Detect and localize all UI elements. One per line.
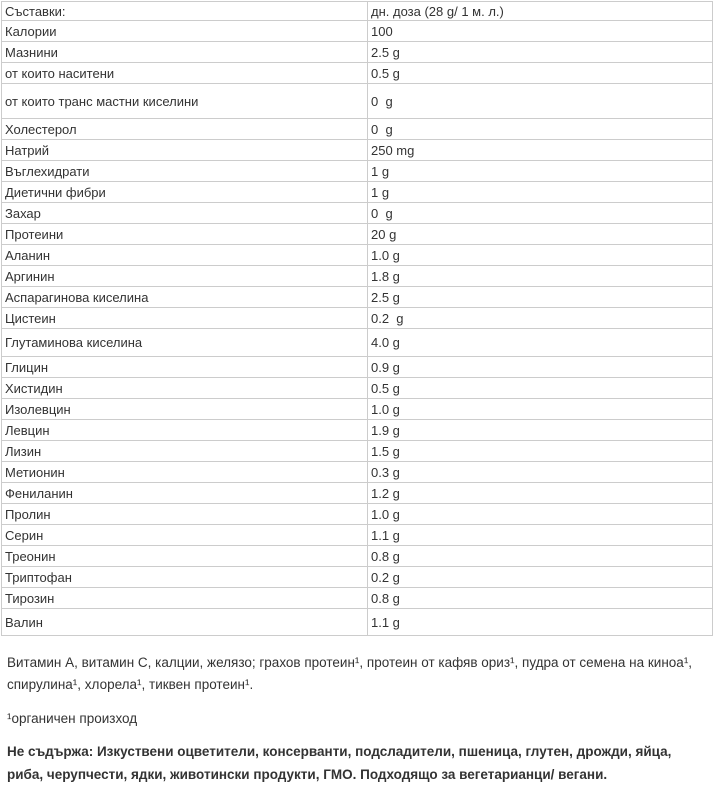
table-row xyxy=(2,399,713,420)
nutrient-value-cell: 0.8 g xyxy=(368,546,713,567)
table-row xyxy=(2,84,713,119)
nutrient-label-cell: Хистидин xyxy=(2,378,368,399)
table-row xyxy=(2,357,713,378)
nutrient-value-cell: 0 g xyxy=(368,84,713,119)
nutrient-value-cell: 0.8 g xyxy=(368,588,713,609)
nutrient-label-cell: Пролин xyxy=(2,504,368,525)
nutrient-value-cell: 0.5 g xyxy=(368,63,713,84)
table-row xyxy=(2,140,713,161)
nutrient-value-cell: 0 g xyxy=(368,119,713,140)
nutrient-label-cell: Аргинин xyxy=(2,266,368,287)
table-row xyxy=(2,546,713,567)
nutrient-value-cell: 1.1 g xyxy=(368,609,713,636)
nutrient-value-cell: 1.0 g xyxy=(368,504,713,525)
nutrient-value-cell: 1.5 g xyxy=(368,441,713,462)
nutrient-value-cell: 1 g xyxy=(368,182,713,203)
nutrient-value-cell: 1.1 g xyxy=(368,525,713,546)
table-row xyxy=(2,119,713,140)
ingredients-paragraph: Витамин А, витамин С, калции, желязо; грахов протеин¹, протеин от кафяв ориз¹, пудра от семена на киноа¹, спирулина¹, хлорела¹, тиквен протеин¹. xyxy=(7,655,693,692)
nutrient-label-cell: Цистеин xyxy=(2,308,368,329)
contains-statement: Не съдържа: Изкуствени оцветители, консерванти, подсладители, пшеница, глутен, дрожди, яйца, риба, черупчести, ядки, животински продукти, ГМО. Подходящо за вегетарианци/ вегани. xyxy=(7,744,672,782)
nutrient-label-cell: Захар xyxy=(2,203,368,224)
nutrient-value-cell: 1.8 g xyxy=(368,266,713,287)
nutrient-value-cell: 0.2 g xyxy=(368,567,713,588)
nutrient-label-cell: Триптофан xyxy=(2,567,368,588)
nutrient-value-cell: 100 xyxy=(368,21,713,42)
nutrient-label-cell: Калории xyxy=(2,21,368,42)
nutrient-value-cell: 0.2 g xyxy=(368,308,713,329)
nutrient-label-cell: от които транс мастни киселини xyxy=(2,84,368,119)
nutrient-value-cell: 2.5 g xyxy=(368,42,713,63)
table-row xyxy=(2,567,713,588)
nutrient-label-cell: Въглехидрати xyxy=(2,161,368,182)
table-row xyxy=(2,266,713,287)
nutrient-label-cell: Изолевцин xyxy=(2,399,368,420)
nutrient-label-cell: Тирозин xyxy=(2,588,368,609)
nutrient-value-cell: 250 mg xyxy=(368,140,713,161)
nutrient-label-cell: Холестерол xyxy=(2,119,368,140)
nutrient-label-cell: Валин xyxy=(2,609,368,636)
table-row xyxy=(2,378,713,399)
table-row xyxy=(2,483,713,504)
nutrition-facts-table xyxy=(1,1,713,636)
table-row xyxy=(2,462,713,483)
nutrient-label-cell: Серин xyxy=(2,525,368,546)
table-row xyxy=(2,182,713,203)
table-row xyxy=(2,42,713,63)
nutrient-value-cell: 1 g xyxy=(368,161,713,182)
header-ingredients: Съставки: xyxy=(2,2,368,21)
nutrient-label-cell: Фениланин xyxy=(2,483,368,504)
nutrient-value-cell: 1.2 g xyxy=(368,483,713,504)
table-row xyxy=(2,329,713,357)
organic-footnote: ¹органичен произход xyxy=(7,711,138,726)
nutrient-value-cell: 1.0 g xyxy=(368,245,713,266)
nutrient-value-cell: 0.5 g xyxy=(368,378,713,399)
table-row xyxy=(2,161,713,182)
nutrient-label-cell: Лизин xyxy=(2,441,368,462)
table-row xyxy=(2,203,713,224)
nutrient-label-cell: от които наситени xyxy=(2,63,368,84)
nutrient-value-cell: 20 g xyxy=(368,224,713,245)
table-row xyxy=(2,441,713,462)
table-row xyxy=(2,224,713,245)
nutrient-label-cell: Аспарагинова киселина xyxy=(2,287,368,308)
nutrient-label-cell: Натрий xyxy=(2,140,368,161)
nutrient-value-cell: 0.3 g xyxy=(368,462,713,483)
nutrient-value-cell: 1.0 g xyxy=(368,399,713,420)
table-row xyxy=(2,525,713,546)
nutrient-label-cell: Мазнини xyxy=(2,42,368,63)
table-row xyxy=(2,588,713,609)
nutrient-label-cell: Аланин xyxy=(2,245,368,266)
nutrient-value-cell: 0 g xyxy=(368,203,713,224)
notes-section xyxy=(7,652,706,786)
nutrient-label-cell: Глицин xyxy=(2,357,368,378)
nutrient-value-cell: 2.5 g xyxy=(368,287,713,308)
table-row xyxy=(2,308,713,329)
table-row xyxy=(2,245,713,266)
table-row xyxy=(2,504,713,525)
table-row xyxy=(2,420,713,441)
nutrient-label-cell: Левцин xyxy=(2,420,368,441)
nutrient-label-cell: Диетични фибри xyxy=(2,182,368,203)
nutrient-label-cell: Метионин xyxy=(2,462,368,483)
nutrient-label-cell: Треонин xyxy=(2,546,368,567)
header-daily-dose: дн. доза (28 g/ 1 м. л.) xyxy=(368,2,713,21)
nutrient-label-cell: Протеини xyxy=(2,224,368,245)
nutrient-value-cell: 4.0 g xyxy=(368,329,713,357)
nutrition-table-body xyxy=(2,21,713,636)
table-row xyxy=(2,609,713,636)
table-header-row xyxy=(2,2,713,21)
nutrient-value-cell: 1.9 g xyxy=(368,420,713,441)
nutrient-label-cell: Глутаминова киселина xyxy=(2,329,368,357)
table-row xyxy=(2,21,713,42)
nutrient-value-cell: 0.9 g xyxy=(368,357,713,378)
table-row xyxy=(2,287,713,308)
table-row xyxy=(2,63,713,84)
